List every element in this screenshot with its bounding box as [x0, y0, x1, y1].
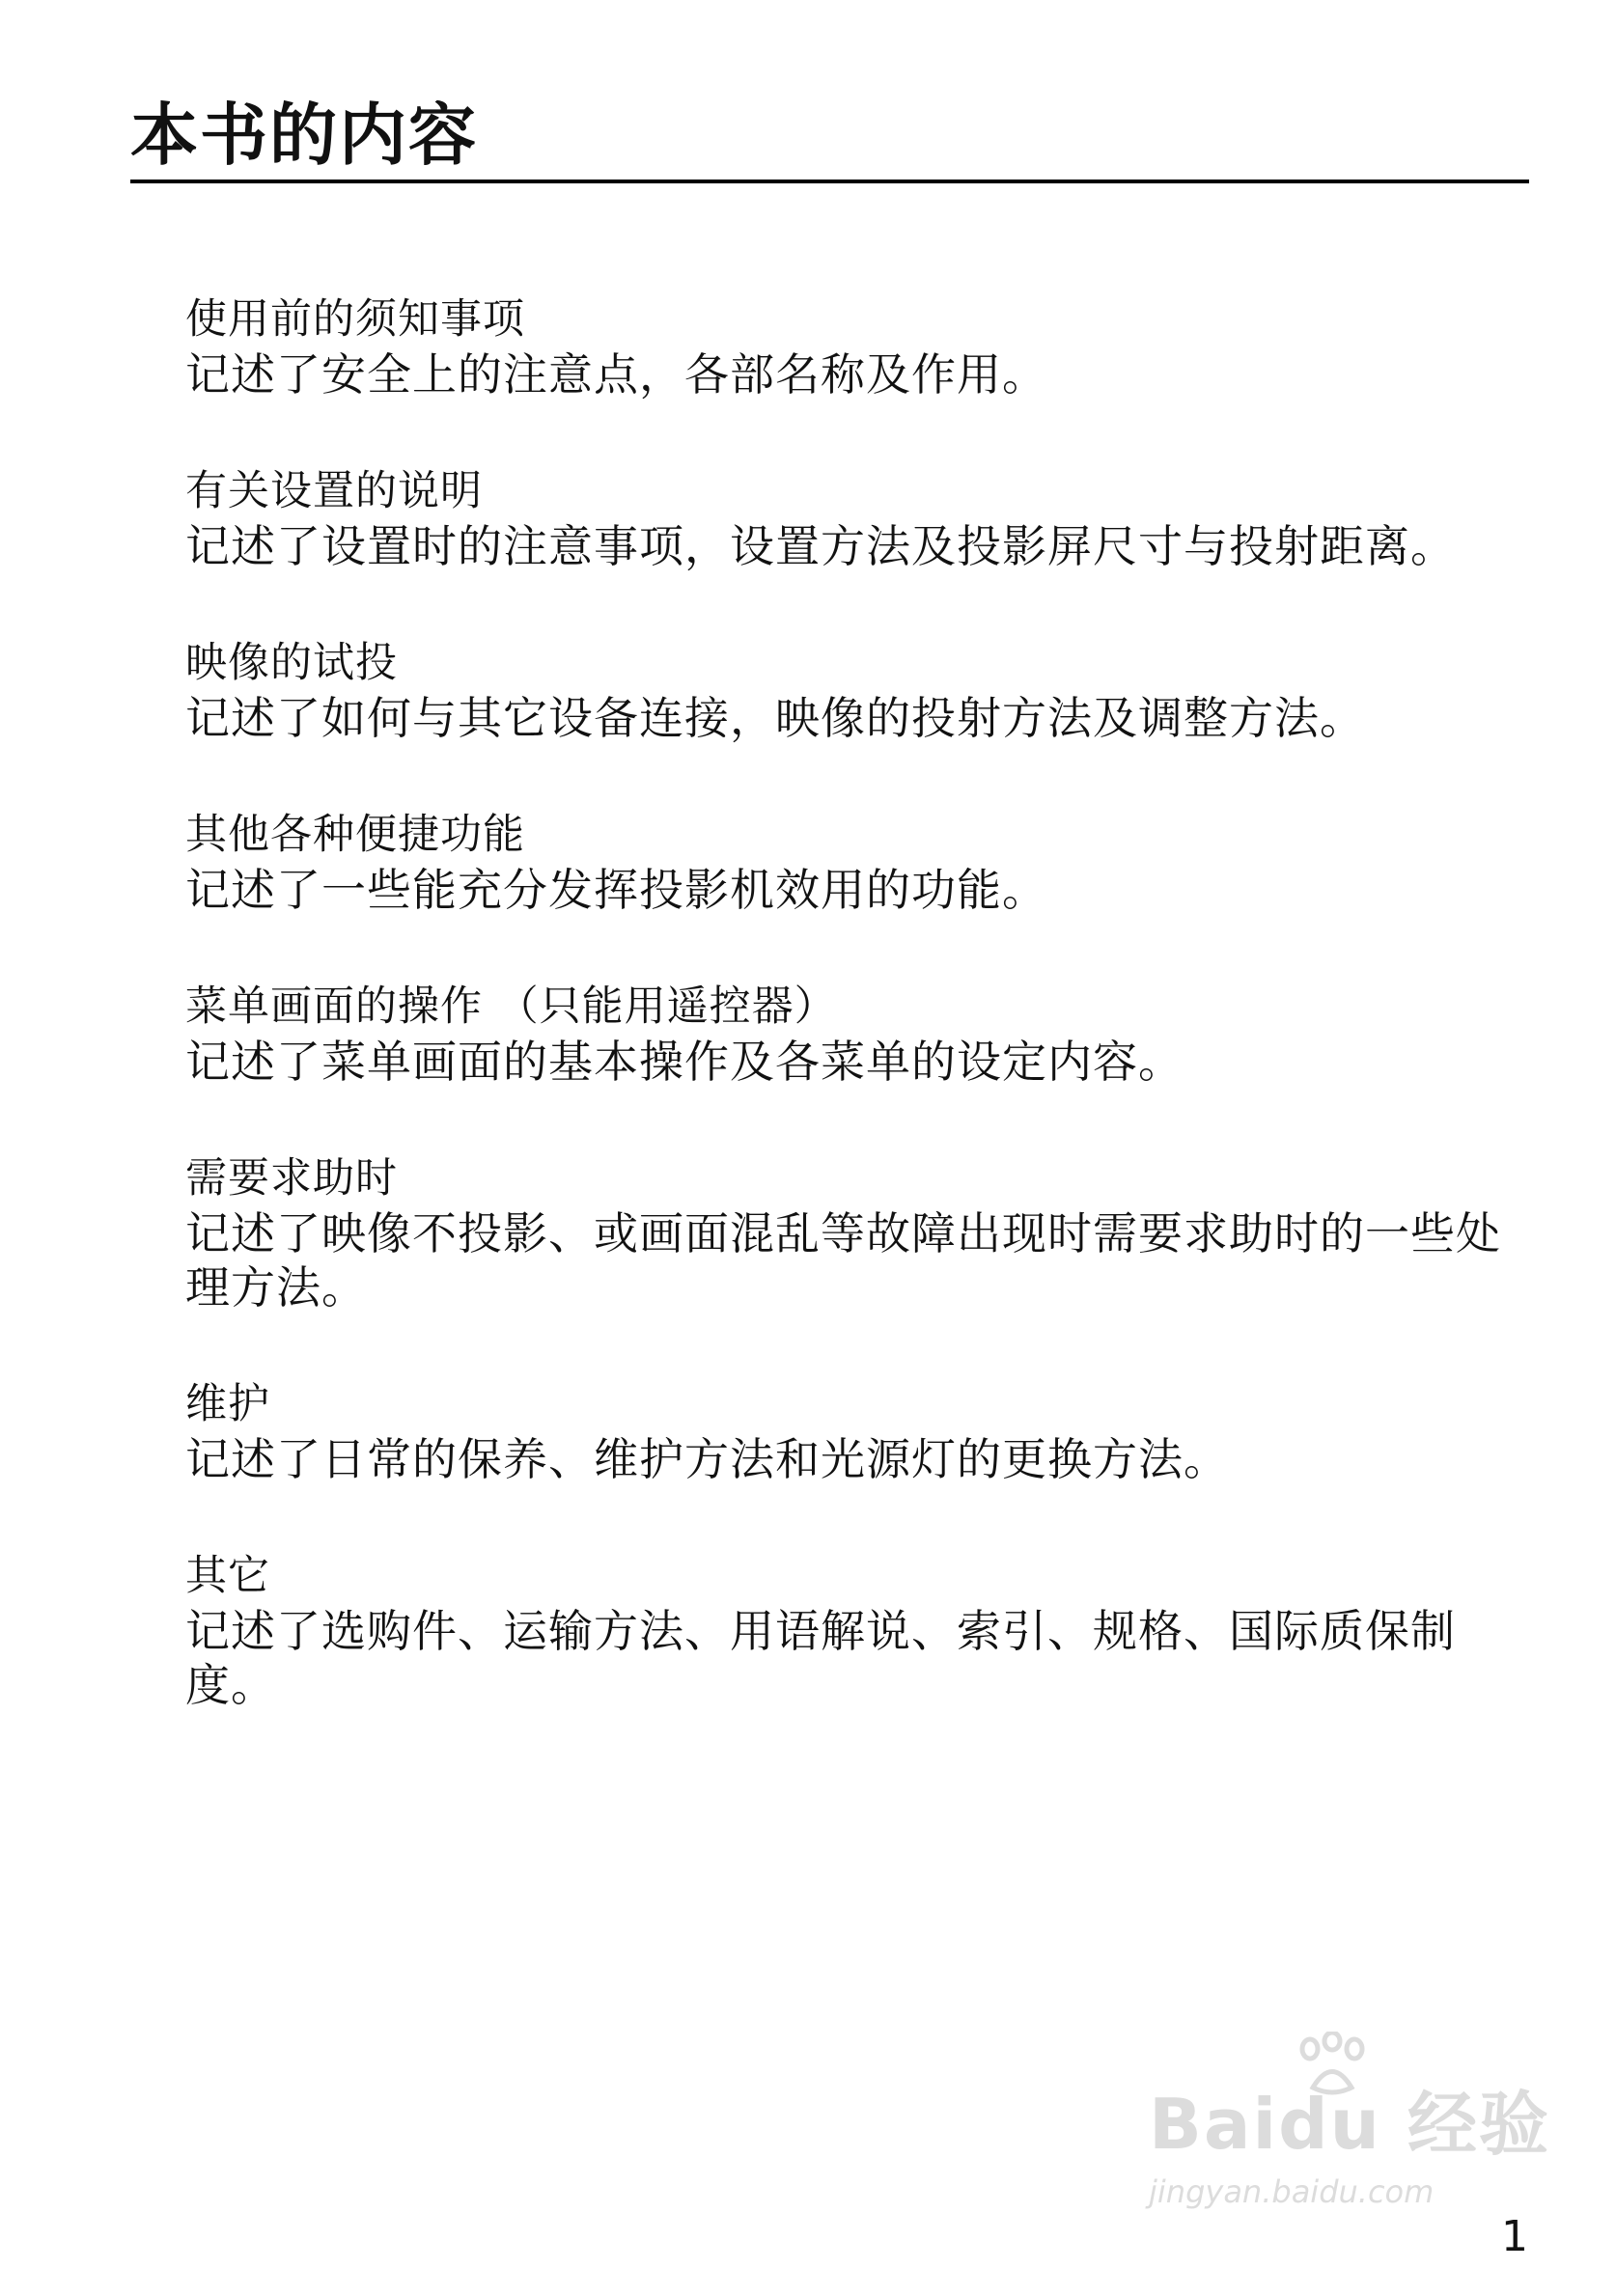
section-item — [185, 1150, 1537, 1314]
section-description: 记述了安全上的注意点，各部名称及作用。 — [185, 348, 1047, 401]
section-description: 记述了映像不投影、或画面混乱等故障出现时需要求助时的一些处理方法。 — [185, 1207, 1501, 1314]
section-heading: 维护 — [185, 1380, 270, 1428]
section-heading: 使用前的须知事项 — [185, 295, 525, 344]
watermark-brand: Baidu 经验 — [1149, 2084, 1551, 2165]
section-heading: 有关设置的说明 — [185, 467, 483, 515]
section-item — [185, 807, 1537, 917]
section-description: 记述了菜单画面的基本操作及各菜单的设定内容。 — [185, 1036, 1184, 1088]
section-heading: 映像的试投 — [185, 639, 398, 687]
section-description: 记述了日常的保养、维护方法和光源灯的更换方法。 — [185, 1433, 1229, 1485]
baidu-jingyan-watermark — [1149, 2032, 1551, 2225]
section-item — [185, 1548, 1537, 1712]
section-description: 记述了选购件、运输方法、用语解说、索引、规格、国际质保制度。 — [185, 1605, 1456, 1711]
paw-icon — [1289, 2032, 1376, 2099]
section-item — [185, 291, 1537, 401]
section-item — [185, 635, 1537, 745]
section-heading: 菜单画面的操作 （只能用遥控器） — [185, 982, 837, 1031]
page-number: 1 — [1501, 2212, 1528, 2261]
section-item — [185, 979, 1537, 1089]
section-item — [185, 463, 1537, 573]
section-description: 记述了一些能充分发挥投影机效用的功能。 — [185, 864, 1047, 916]
section-heading: 其它 — [185, 1552, 270, 1600]
section-item — [185, 1376, 1537, 1486]
page-title: 本书的内容 — [130, 96, 478, 175]
section-description: 记述了如何与其它设备连接，映像的投射方法及调整方法。 — [185, 692, 1365, 744]
contents-list — [185, 291, 1537, 1774]
watermark-url: jingyan.baidu.com — [1149, 2173, 1435, 2210]
title-divider — [130, 180, 1529, 183]
section-heading: 需要求助时 — [185, 1154, 398, 1203]
section-heading: 其他各种便捷功能 — [185, 811, 525, 859]
section-description: 记述了设置时的注意事项，设置方法及投影屏尺寸与投射距离。 — [185, 520, 1456, 572]
